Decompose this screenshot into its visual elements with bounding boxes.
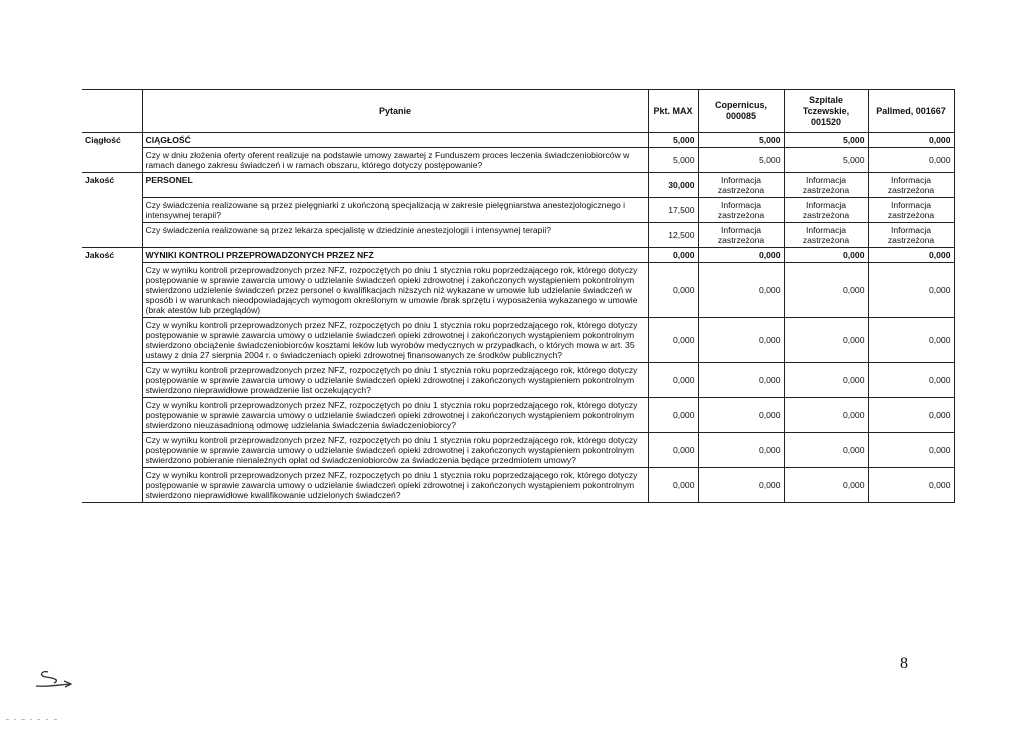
max-points: 0,000 bbox=[648, 363, 698, 398]
provider-1-value: 0,000 bbox=[698, 363, 784, 398]
max-points: 17,500 bbox=[648, 198, 698, 223]
question-row bbox=[82, 398, 954, 433]
provider-1-value: Informacja zastrzeżona bbox=[698, 198, 784, 223]
provider-1-value: 0,000 bbox=[698, 318, 784, 363]
provider-3-value: 0,000 bbox=[868, 468, 954, 503]
category-label bbox=[82, 398, 142, 433]
category-label bbox=[82, 198, 142, 223]
page-number: 8 bbox=[900, 655, 908, 672]
question-text: Czy w wyniku kontroli przeprowadzonych przez NFZ, rozpoczętych po dniu 1 stycznia roku poprzedzającego rok, którego dotyczy postępowanie w sprawie zawarcia umowy o udzielanie świadczeń opieki zdrowotnej i zakończonych wystąpieniem pokontrolnym stwierdzono pobieranie nienależnych opłat od świadczeniobiorców za świadczenia będące przedmiotem umowy? bbox=[142, 433, 648, 468]
provider-3-value: 0,000 bbox=[868, 318, 954, 363]
max-points: 0,000 bbox=[648, 318, 698, 363]
category-label bbox=[82, 433, 142, 468]
max-points: 5,000 bbox=[648, 148, 698, 173]
provider-3-value: Informacja zastrzeżona bbox=[868, 198, 954, 223]
question-text: Czy świadczenia realizowane są przez lekarza specjalistę w dziedzinie anestezjologii i intensywnej terapii? bbox=[142, 223, 648, 248]
provider-1-value: 0,000 bbox=[698, 433, 784, 468]
provider-2-value: 0,000 bbox=[784, 433, 868, 468]
question-text: Czy w wyniku kontroli przeprowadzonych przez NFZ, rozpoczętych po dniu 1 stycznia roku poprzedzającego rok, którego dotyczy postępowanie w sprawie zawarcia umowy o udzielanie świadczeń opieki zdrowotnej i zakończonych wystąpieniem pokontrolnym stwierdzono udzielenie świadczeń przez personel o kwalifikacjach niższych niż wykazane w umowie lub udzielanie świadczeń w sposób i w warunkach nieodpowiadających wymogom określonym w umowie /brak sprzętu i wyposażenia wykazanego w umowie (brak atestów lub przeglądów) bbox=[142, 263, 648, 318]
evaluation-sheet bbox=[82, 89, 954, 503]
max-points: 0,000 bbox=[648, 468, 698, 503]
question-row bbox=[82, 318, 954, 363]
question-text: Czy w wyniku kontroli przeprowadzonych przez NFZ, rozpoczętych po dniu 1 stycznia roku poprzedzającego rok, którego dotyczy postępowanie w sprawie zawarcia umowy o udzielanie świadczeń opieki zdrowotnej i zakończonych wystąpieniem pokontrolnym stwierdzono nieprawidłowe prowadzenie list oczekujących? bbox=[142, 363, 648, 398]
provider-2-value: 5,000 bbox=[784, 133, 868, 148]
provider-2-value: 5,000 bbox=[784, 148, 868, 173]
question-text: Czy w wyniku kontroli przeprowadzonych przez NFZ, rozpoczętych po dniu 1 stycznia roku poprzedzającego rok, którego dotyczy postępowanie w sprawie zawarcia umowy o udzielanie świadczeń opieki zdrowotnej i zakończonych wystąpieniem pokontrolnym stwierdzono nieuzasadnioną odmowę udzielania świadczenia świadczeniobiorcy? bbox=[142, 398, 648, 433]
evaluation-table bbox=[82, 89, 955, 503]
section-row bbox=[82, 133, 954, 148]
header-row bbox=[82, 90, 954, 133]
category-label bbox=[82, 318, 142, 363]
provider-3-value: Informacja zastrzeżona bbox=[868, 223, 954, 248]
max-points: 0,000 bbox=[648, 263, 698, 318]
scan-artifact-icon bbox=[6, 718, 66, 722]
header-category-cell bbox=[82, 90, 142, 133]
provider-3-value: 0,000 bbox=[868, 133, 954, 148]
provider-3-value: 0,000 bbox=[868, 363, 954, 398]
category-label bbox=[82, 148, 142, 173]
header-question: Pytanie bbox=[142, 90, 648, 133]
question-text: Czy w dniu złożenia oferty oferent realizuje na podstawie umowy zawartej z Funduszem proces leczenia świadczeniobiorców w ramach danego zakresu świadczeń i w ramach obszaru, którego dotyczy postępowanie? bbox=[142, 148, 648, 173]
provider-2-value: 0,000 bbox=[784, 263, 868, 318]
question-row bbox=[82, 223, 954, 248]
question-text: Czy świadczenia realizowane są przez pielęgniarki z ukończoną specjalizacją w zakresie pielęgniarstwa anestezjologicznego i intensywnej terapii? bbox=[142, 198, 648, 223]
section-row bbox=[82, 248, 954, 263]
max-points: 0,000 bbox=[648, 248, 698, 263]
category-label: Jakość bbox=[82, 248, 142, 263]
provider-1-value: 0,000 bbox=[698, 263, 784, 318]
category-label: Jakość bbox=[82, 173, 142, 198]
provider-3-value: 0,000 bbox=[868, 148, 954, 173]
category-label bbox=[82, 363, 142, 398]
provider-3-value: 0,000 bbox=[868, 248, 954, 263]
question-row bbox=[82, 468, 954, 503]
question-row bbox=[82, 198, 954, 223]
category-label: Ciągłość bbox=[82, 133, 142, 148]
provider-2-value: Informacja zastrzeżona bbox=[784, 173, 868, 198]
provider-2-value: Informacja zastrzeżona bbox=[784, 198, 868, 223]
header-provider-2: Szpitale Tczewskie, 001520 bbox=[784, 90, 868, 133]
provider-1-value: 5,000 bbox=[698, 133, 784, 148]
provider-1-value: 0,000 bbox=[698, 398, 784, 433]
handwritten-initials-icon bbox=[34, 668, 74, 690]
section-row bbox=[82, 173, 954, 198]
provider-2-value: 0,000 bbox=[784, 363, 868, 398]
provider-2-value: 0,000 bbox=[784, 248, 868, 263]
provider-1-value: 0,000 bbox=[698, 248, 784, 263]
section-title: PERSONEL bbox=[142, 173, 648, 198]
provider-1-value: 0,000 bbox=[698, 468, 784, 503]
provider-2-value: Informacja zastrzeżona bbox=[784, 223, 868, 248]
provider-1-value: Informacja zastrzeżona bbox=[698, 223, 784, 248]
category-label bbox=[82, 223, 142, 248]
header-provider-1: Copernicus, 000085 bbox=[698, 90, 784, 133]
max-points: 5,000 bbox=[648, 133, 698, 148]
provider-2-value: 0,000 bbox=[784, 318, 868, 363]
provider-1-value: Informacja zastrzeżona bbox=[698, 173, 784, 198]
question-row bbox=[82, 263, 954, 318]
provider-1-value: 5,000 bbox=[698, 148, 784, 173]
question-row bbox=[82, 363, 954, 398]
provider-2-value: 0,000 bbox=[784, 468, 868, 503]
provider-3-value: 0,000 bbox=[868, 398, 954, 433]
question-text: Czy w wyniku kontroli przeprowadzonych przez NFZ, rozpoczętych po dniu 1 stycznia roku poprzedzającego rok, którego dotyczy postępowanie w sprawie zawarcia umowy o udzielanie świadczeń opieki zdrowotnej i zakończonych wystąpieniem pokontrolnym stwierdzono nieprawidłowe kwalifikowanie udzielonych świadczeń? bbox=[142, 468, 648, 503]
provider-3-value: 0,000 bbox=[868, 263, 954, 318]
question-row bbox=[82, 148, 954, 173]
max-points: 30,000 bbox=[648, 173, 698, 198]
provider-3-value: 0,000 bbox=[868, 433, 954, 468]
section-title: WYNIKI KONTROLI PRZEPROWADZONYCH PRZEZ NFZ bbox=[142, 248, 648, 263]
provider-3-value: Informacja zastrzeżona bbox=[868, 173, 954, 198]
question-text: Czy w wyniku kontroli przeprowadzonych przez NFZ, rozpoczętych po dniu 1 stycznia roku poprzedzającego rok, którego dotyczy postępowanie w sprawie zawarcia umowy o udzielanie świadczeń opieki zdrowotnej i zakończonych wystąpieniem pokontrolnym stwierdzono obciążenie świadczeniobiorców kosztami leków lub wyrobów medycznych w przypadkach, o których mowa w art. 35 ustawy z dnia 27 sierpnia 2004 r. o świadczeniach opieki zdrowotnej finansowanych ze środków publicznych? bbox=[142, 318, 648, 363]
category-label bbox=[82, 263, 142, 318]
provider-2-value: 0,000 bbox=[784, 398, 868, 433]
max-points: 12,500 bbox=[648, 223, 698, 248]
section-title: CIĄGŁOŚĆ bbox=[142, 133, 648, 148]
max-points: 0,000 bbox=[648, 398, 698, 433]
max-points: 0,000 bbox=[648, 433, 698, 468]
question-row bbox=[82, 433, 954, 468]
header-provider-3: Pallmed, 001667 bbox=[868, 90, 954, 133]
category-label bbox=[82, 468, 142, 503]
header-pkt-max: Pkt. MAX bbox=[648, 90, 698, 133]
